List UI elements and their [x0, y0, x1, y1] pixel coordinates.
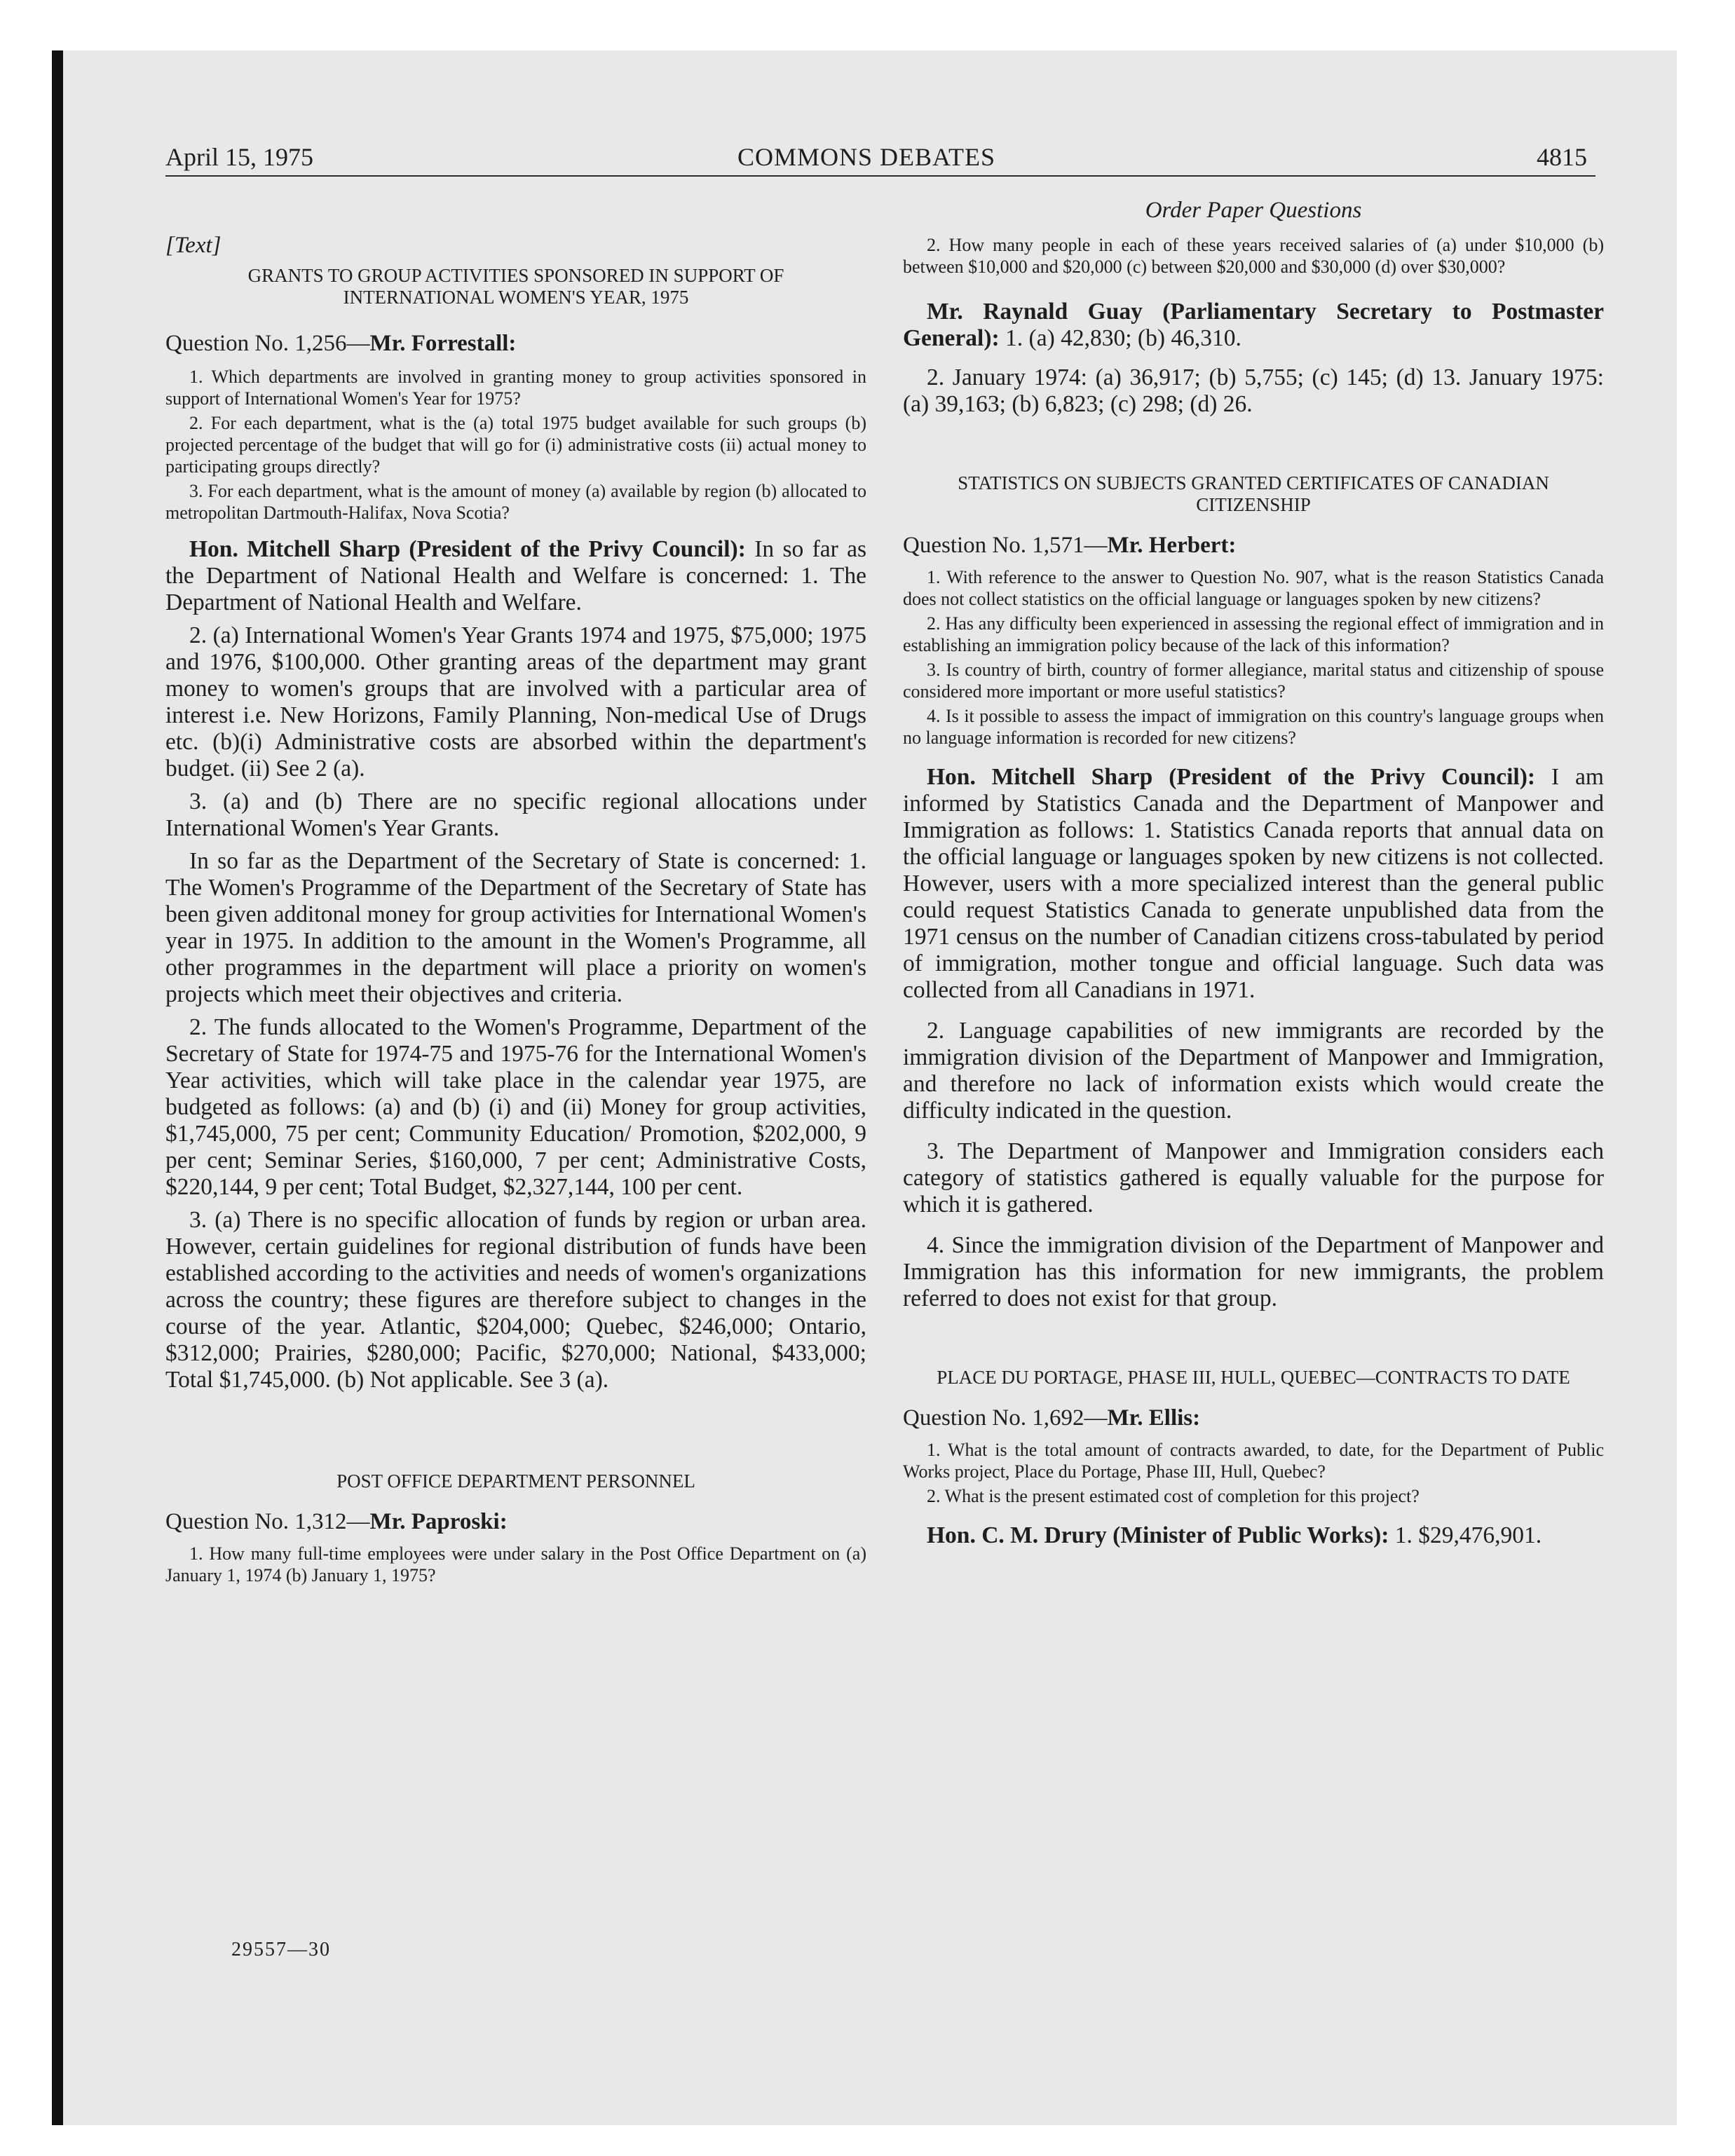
- question-text: 2. How many people in each of these years received salaries of (a) under $10,000 (b) between $10,000 and $20,000 (c) between $20,000 and $30,000 (d) over $30,000?: [903, 235, 1604, 277]
- question-text: 3. Is country of birth, country of former allegiance, marital status and citizenship of spouse considered more important or more useful statistics?: [903, 660, 1604, 702]
- question-text: 1. Which departments are involved in granting money to group activities sponsored in support of International Women's Year for 1975?: [165, 367, 866, 409]
- question-number: [903, 1404, 1604, 1432]
- speaker-name: Mr. Raynald Guay (Parliamentary Secretary to Postmaster General):: [903, 299, 1604, 351]
- question-number: [165, 329, 866, 357]
- answer-text: 1. (a) 42,830; (b) 46,310.: [1005, 325, 1241, 351]
- answer-paragraph: 3. The Department of Manpower and Immigration considers each category of statistics gathered is equally valuable for the purpose for which it is gathered.: [903, 1138, 1604, 1217]
- header-page-number: 4815: [1537, 143, 1587, 171]
- member-name: Mr. Herbert:: [1107, 533, 1237, 558]
- member-name: Mr. Forrestall:: [369, 331, 517, 356]
- question-text: 3. For each department, what is the amount of money (a) available by region (b) allocated to metropolitan Dartmouth-Halifax, Nova Scotia?: [165, 481, 866, 523]
- answer-paragraph: [903, 299, 1604, 352]
- left-column: [165, 184, 866, 1589]
- scan-edge: [52, 50, 63, 2125]
- answer-paragraph: 2. (a) International Women's Year Grants 1974 and 1975, $75,000; 1975 and 1976, $100,000. Other granting areas of the department may grant money to women's groups that are involved with a particular area of interest i.e. New Horizons, Family Planning, Non-medical Use of Drugs etc. (b)(i) Administrative costs are absorbed within the department's budget. (ii) See 2 (a).: [165, 622, 866, 782]
- section-title: POST OFFICE DEPARTMENT PERSONNEL: [336, 1471, 695, 1492]
- question-text: 2. Has any difficulty been experienced in assessing the regional effect of immigration and in establishing an immigration policy because of the lack of this information?: [903, 613, 1604, 655]
- answer-paragraph: 2. The funds allocated to the Women's Programme, Department of the Secretary of State for 1974-75 and 1975-76 for the International Women's Year activities, which will take place in the calendar year 1975, are budgeted as follows: (a) and (b) (i) and (ii) Money for group activities, $1,745,000, 75 per cent; Community Education/ Promotion, $202,000, 9 per cent; Seminar Series, $160,000, 7 per cent; Administrative Costs, $220,144, 9 per cent; Total Budget, $2,327,144, 100 per cent.: [165, 1014, 866, 1200]
- answer-paragraph: [165, 536, 866, 616]
- header-title: COMMONS DEBATES: [737, 143, 996, 171]
- answer-text: In so far as the Department of National Health and Welfare is concerned: 1. The Department of National Health and Welfare.: [165, 536, 867, 615]
- answer-text: I am informed by Statistics Canada and the Department of Manpower and Immigration as follows: 1. Statistics Canada reports that annual data on the official language or languages spoken by new citizens is not collected. However, users with a more specialized interest than the general public could request Statistics Canada to generate unpublished data from the 1971 census on the number of Canadian citizens cross-tabulated by period of immigration, mother tongue and official language. Such data was collected from all Canadians in 1971.: [903, 764, 1604, 1003]
- question-text: 2. For each department, what is the (a) total 1975 budget available for such groups (b) projected percentage of the budget that will go for (i) administrative costs (ii) actual money to participating groups directly?: [165, 413, 866, 477]
- question-prefix: Question No. 1,692—: [903, 1405, 1108, 1431]
- section-title: STATISTICS ON SUBJECTS GRANTED CERTIFICATES OF CANADIAN CITIZENSHIP: [958, 472, 1549, 515]
- answer-paragraph: In so far as the Department of the Secretary of State is concerned: 1. The Women's Programme of the Department of the Secretary of State has been given additonal money for group activities for International Women's year in 1975. In addition to the amount in the Women's Programme, all other programmes in the department will place a priority on women's projects which meet their objectives and criteria.: [165, 848, 866, 1007]
- speaker-name: Hon. Mitchell Sharp (President of the Privy Council):: [927, 764, 1536, 790]
- right-column: [903, 184, 1604, 1555]
- section-title: GRANTS TO GROUP ACTIVITIES SPONSORED IN SUPPORT OF INTERNATIONAL WOMEN'S YEAR, 1975: [247, 265, 784, 308]
- question-number: [165, 1508, 866, 1536]
- answer-text: 1. $29,476,901.: [1394, 1522, 1542, 1548]
- member-name: Mr. Ellis:: [1107, 1405, 1201, 1431]
- answer-paragraph: 3. (a) and (b) There are no specific regional allocations under International Women's Year Grants.: [165, 789, 866, 841]
- question-text: 1. With reference to the answer to Question No. 907, what is the reason Statistics Canada does not collect statistics on the official language or languages spoken by new citizens?: [903, 567, 1604, 609]
- answer-paragraph: [903, 764, 1604, 1004]
- member-name: Mr. Paproski:: [369, 1509, 508, 1534]
- running-head: Order Paper Questions: [1145, 198, 1362, 223]
- question-prefix: Question No. 1,312—: [165, 1509, 370, 1534]
- question-text: 1. How many full-time employees were under salary in the Post Office Department on (a) January 1, 1974 (b) January 1, 1975?: [165, 1543, 866, 1585]
- answer-paragraph: [903, 1522, 1604, 1549]
- question-prefix: Question No. 1,571—: [903, 533, 1108, 558]
- answer-paragraph: 3. (a) There is no specific allocation of funds by region or urban area. However, certain guidelines for regional distribution of funds have been established according to the activities and needs of women's organizations across the country; these figures are therefore subject to changes in the course of the year. Atlantic, $204,000; Quebec, $246,000; Ontario, $312,000; Prairies, $280,000; Pacific, $270,000; National, $433,000; Total $1,745,000. (b) Not applicable. See 3 (a).: [165, 1207, 866, 1393]
- question-text: 2. What is the present estimated cost of completion for this project?: [927, 1486, 1420, 1506]
- speaker-name: Hon. C. M. Drury (Minister of Public Works):: [927, 1522, 1389, 1548]
- question-text: 4. Is it possible to assess the impact of immigration on this country's language groups when no language information is recorded for new citizens?: [903, 706, 1604, 748]
- answer-paragraph: 4. Since the immigration division of the Department of Manpower and Immigration has this information for new immigrants, the problem referred to does not exist for that group.: [903, 1232, 1604, 1311]
- footer-code: 29557—30: [231, 1939, 331, 1960]
- section-title: PLACE DU PORTAGE, PHASE III, HULL, QUEBEC—CONTRACTS TO DATE: [937, 1367, 1570, 1388]
- answer-paragraph: 2. Language capabilities of new immigrants are recorded by the immigration division of the Department of Manpower and Immigration, and therefore no lack of information exists which would create the difficulty indicated in the question.: [903, 1018, 1604, 1124]
- header-rule: [165, 175, 1595, 177]
- question-prefix: Question No. 1,256—: [165, 331, 370, 356]
- header-date: April 15, 1975: [165, 143, 313, 171]
- speaker-name: Hon. Mitchell Sharp (President of the Privy Council):: [189, 536, 746, 562]
- text-tag: [Text]: [165, 233, 222, 258]
- question-number: [903, 531, 1604, 559]
- question-text: 1. What is the total amount of contracts awarded, to date, for the Department of Public Works project, Place du Portage, Phase III, Hull, Quebec?: [903, 1440, 1604, 1482]
- answer-paragraph: 2. January 1974: (a) 36,917; (b) 5,755; (c) 145; (d) 13. January 1975: (a) 39,163; (b) 6,823; (c) 298; (d) 26.: [903, 364, 1604, 417]
